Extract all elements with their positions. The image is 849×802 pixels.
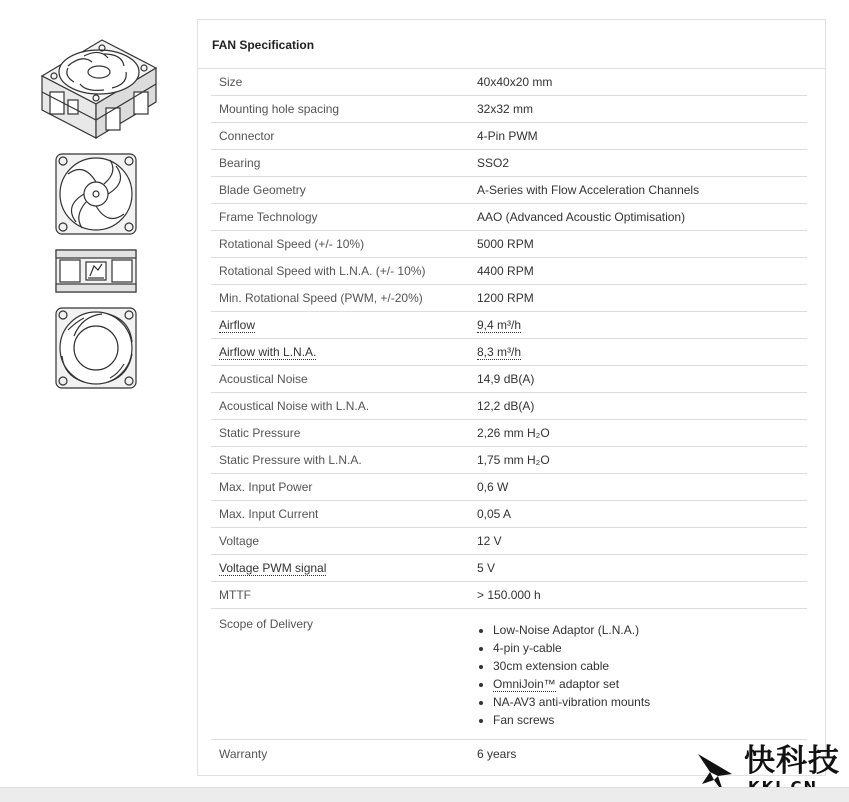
spec-label: Max. Input Power [211, 474, 477, 501]
thumbnail-fan-rear[interactable] [54, 306, 138, 390]
thumbnail-fan-front[interactable] [54, 152, 138, 236]
scope-item: • Low-Noise Adaptor (L.N.A.) [493, 621, 807, 639]
spec-row-frame-technology [211, 204, 807, 231]
spec-panel [197, 19, 826, 776]
spec-label: Static Pressure with L.N.A. [211, 447, 477, 474]
spec-label: Bearing [211, 150, 477, 177]
spec-label: Voltage [211, 528, 477, 555]
spec-row-mounting-hole-spacing [211, 96, 807, 123]
fan-front-view-icon [54, 152, 138, 236]
scope-item: • 4-pin y-cable [493, 639, 807, 657]
panel-title: FAN Specification [212, 38, 315, 52]
spec-label [211, 555, 477, 582]
spec-label: Static Pressure [211, 420, 477, 447]
fan-side-view-icon [54, 248, 138, 294]
spec-value: > 150.000 h [477, 582, 807, 609]
spec-value: 32x32 mm [477, 96, 807, 123]
spec-row-voltage-pwm-signal [211, 555, 807, 582]
spec-label: Size [211, 69, 477, 96]
spec-row-max-input-power [211, 474, 807, 501]
spec-row-static-pressure-lna [211, 447, 807, 474]
thumbnail-fan-side[interactable] [54, 248, 138, 294]
spec-row-acoustical-noise-lna [211, 393, 807, 420]
airflow-lna-link[interactable]: Airflow with L.N.A. [219, 345, 317, 359]
spec-label: Rotational Speed (+/- 10%) [211, 231, 477, 258]
spec-value: 2,26 mm H₂O [477, 420, 807, 447]
spec-row-rotational-speed [211, 231, 807, 258]
spec-row-min-rotational-speed [211, 285, 807, 312]
watermark-cn-text: 快科技 [744, 743, 840, 779]
spec-label: Rotational Speed with L.N.A. (+/- 10%) [211, 258, 477, 285]
spec-row-size [211, 69, 807, 96]
omnijoin-suffix: adaptor set [555, 677, 620, 691]
fan-rear-view-icon [54, 306, 138, 390]
spec-value: 6 years [477, 747, 517, 761]
spec-row-static-pressure [211, 420, 807, 447]
scope-item: • NA-AV3 anti-vibration mounts [493, 693, 807, 711]
airflow-link[interactable]: Airflow [219, 318, 256, 332]
spec-row-mttf [211, 582, 807, 609]
spec-row-bearing [211, 150, 807, 177]
spec-label: Blade Geometry [211, 177, 477, 204]
spec-label: Frame Technology [211, 204, 477, 231]
spec-value: 5000 RPM [477, 231, 807, 258]
spec-label: Warranty [219, 747, 268, 761]
scope-item [493, 675, 807, 693]
spec-row-voltage [211, 528, 807, 555]
thumbnail-fan-isometric[interactable] [38, 32, 160, 142]
spec-value: 1,75 mm H₂O [477, 447, 807, 474]
spec-label: Connector [211, 123, 477, 150]
spec-label: Max. Input Current [211, 501, 477, 528]
spec-value: 4-Pin PWM [477, 123, 807, 150]
spec-label: Mounting hole spacing [211, 96, 477, 123]
spec-label [211, 312, 477, 339]
spec-label [211, 339, 477, 366]
bottom-strip [0, 787, 849, 802]
airflow-lna-value-link[interactable]: 8,3 m³/h [477, 345, 522, 359]
spec-value: 12 V [477, 528, 807, 555]
spec-label: Acoustical Noise with L.N.A. [211, 393, 477, 420]
spec-row-rotational-speed-lna [211, 258, 807, 285]
spec-row-blade-geometry [211, 177, 807, 204]
spec-value [477, 312, 807, 339]
spec-row-connector [211, 123, 807, 150]
voltage-pwm-signal-link[interactable]: Voltage PWM signal [219, 561, 327, 575]
spec-label: Min. Rotational Speed (PWM, +/-20%) [211, 285, 477, 312]
spec-value: SSO2 [477, 150, 807, 177]
spec-table [211, 69, 807, 768]
omnijoin-link[interactable]: OmniJoin™ [493, 677, 556, 691]
spec-row-max-input-current [211, 501, 807, 528]
spec-value: A-Series with Flow Acceleration Channels [477, 177, 807, 204]
spec-value: 0,6 W [477, 474, 807, 501]
spec-row-airflow [211, 312, 807, 339]
spec-value: 12,2 dB(A) [477, 393, 807, 420]
spec-row-acoustical-noise [211, 366, 807, 393]
spec-value: 40x40x20 mm [477, 69, 807, 96]
spec-value [477, 339, 807, 366]
spec-value: 0,05 A [477, 501, 807, 528]
fan-isometric-icon [38, 32, 160, 142]
spec-value: 4400 RPM [477, 258, 807, 285]
spec-value: 1200 RPM [477, 285, 807, 312]
spec-value: AAO (Advanced Acoustic Optimisation) [477, 204, 807, 231]
spec-row-airflow-lna [211, 339, 807, 366]
spec-row-scope-of-delivery [211, 609, 807, 740]
spec-label: Acoustical Noise [211, 366, 477, 393]
scope-item: • 30cm extension cable [493, 657, 807, 675]
spec-value: 5 V [477, 555, 807, 582]
spec-value: 14,9 dB(A) [477, 366, 807, 393]
spec-label: Scope of Delivery [211, 609, 477, 740]
scope-item: • Fan screws [493, 711, 807, 729]
scope-list [477, 621, 807, 729]
spec-label: MTTF [211, 582, 477, 609]
spec-value [477, 609, 807, 740]
airflow-value-link[interactable]: 9,4 m³/h [477, 318, 522, 332]
